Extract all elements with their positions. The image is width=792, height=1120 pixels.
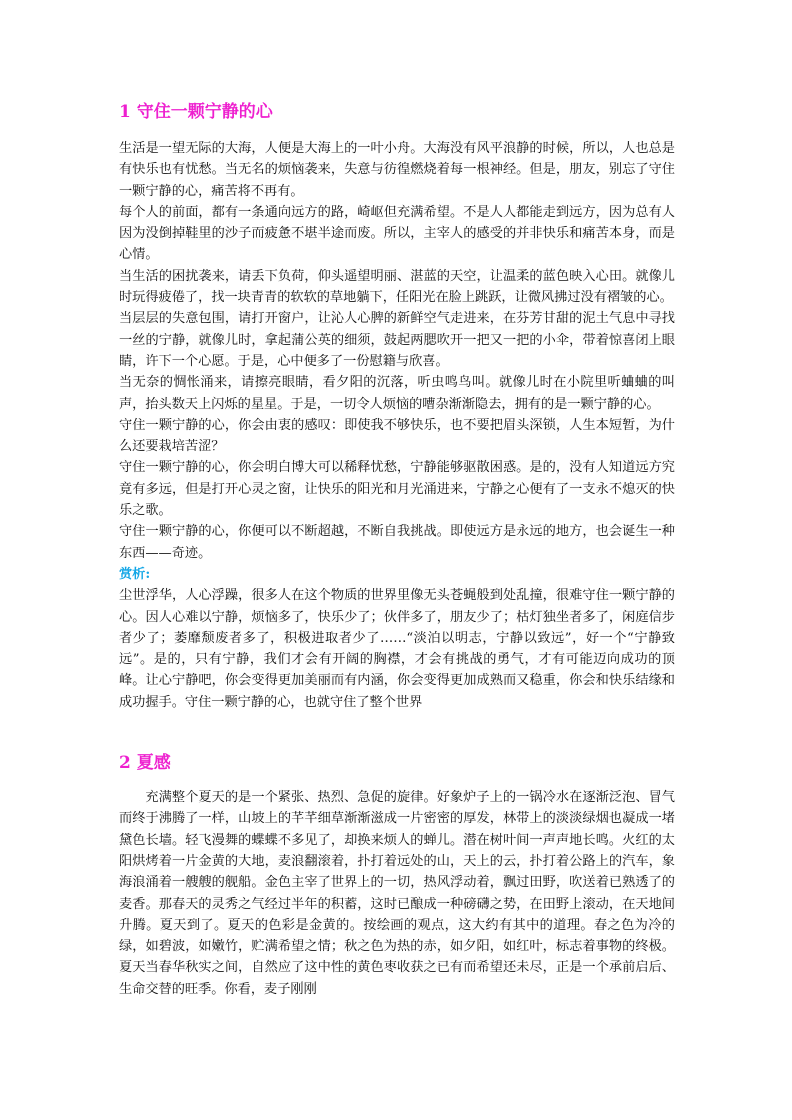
paragraph: 守住一颗宁静的心，你便可以不断超越，不断自我挑战。即使远方是永远的地方，也会诞生一种东西——奇迹。 xyxy=(119,524,675,561)
section-2-title: 2 夏感 xyxy=(119,753,171,774)
document-page xyxy=(119,100,675,1000)
paragraph: 生活是一望无际的大海，人便是大海上的一叶小舟。大海没有风平浪静的时候，所以，人也总是有快乐也有忧愁。当无名的烦恼袭来，失意与彷徨燃烧着每一根神经。但是，朋友，别忘了守住一颗宁静的心，痛苦将不再有。 xyxy=(119,141,675,199)
appreciation-label: 赏析: xyxy=(119,566,151,582)
paragraph: 守住一颗宁静的心，你会由衷的感叹：即使我不够快乐，也不要把眉头深锁，人生本短暂，为什么还要栽培苦涩？ xyxy=(119,417,675,455)
paragraph: 当层层的失意包围，请打开窗户，让沁人心脾的新鲜空气走进来，在芬芳甘甜的泥土气息中寻找一丝的宁静，就像儿时，拿起蒲公英的细须，鼓起两腮吹开一把又一把的小伞，带着惊喜闭上眼睛，许下一个心愿。于是，心中便多了一份慰籍与欣喜。 xyxy=(119,311,675,369)
appreciation-text: 尘世浮华，人心浮躁，很多人在这个物质的世界里像无头苍蝇般到处乱撞，很难守住一颗宁静的心。因人心难以宁静，烦恼多了，快乐少了；伙伴多了，朋友少了；枯灯独坐者多了，闲庭信步者少了；萎靡颓废者多了，积极进取者少了……“淡泊以明志，宁静以致远”，好一个“宁静致远”。是的，只有宁静，我们才会有开阔的胸襟，才会有挑战的勇气，才有可能迈向成功的顶峰。让心宁静吧，你会变得更加美丽而有内涵，你会变得更加成熟而又稳重，你会和快乐结缘和成功握手。守住一颗宁静的心，也就守住了整个世界 xyxy=(119,588,675,710)
paragraph: 每个人的前面，都有一条通向远方的路，崎岖但充满希望。不是人人都能走到远方，因为总有人因为没倒掉鞋里的沙子而疲惫不堪半途而废。所以，主宰人的感受的并非快乐和痛苦本身，而是心情。 xyxy=(119,204,675,263)
paragraph: 充满整个夏天的是一个紧张、热烈、急促的旋律。好象炉子上的一锅冷水在逐渐泛泡、冒气而终于沸腾了一样，山坡上的芊芊细草渐渐滋成一片密密的厚发，林带上的淡淡绿烟也凝成一堵黛色长墙。轻飞漫舞的蝶蝶不多见了，却换来烦人的蝉儿。潜在树叶间一声声地长鸣。火红的太阳烘烤着一片金黄的大地，麦浪翻滚着，扑打着远处的山，天上的云，扑打着公路上的汽车，象海浪涌着一艘艘的舰船。金色主宰了世界上的一切，热风浮动着，飘过田野，吹送着已熟透了的麦香。那春天的灵秀之气经过半年的积蓄，这时已酿成一种磅礴之势，在田野上滚动，在天地间升腾。夏天到了。夏天的色彩是金黄的。按绘画的观点，这大约有其中的道理。春之色为冷的绿，如碧波，如嫩竹，贮满希望之情；秋之色为热的赤，如夕阳，如红叶，标志着事物的终极。夏天当春华秋实之间，自然应了这中性的黄色枣收获之已有而希望还未尽，正是一个承前启后、生命交替的旺季。你看，麦子刚刚 xyxy=(119,790,675,997)
paragraph: 守住一颗宁静的心，你会明白博大可以稀释忧愁，宁静能够驱散困惑。是的，没有人知道远方究竟有多远，但是打开心灵之窗，让快乐的阳光和月光涌进来，宁静之心便有了一支永不熄灭的快乐之歌。 xyxy=(119,460,675,519)
paragraph: 当无奈的惆怅涌来，请擦亮眼睛，看夕阳的沉落，听虫鸣鸟叫。就像儿时在小院里听蛐蛐的叫声，抬头数天上闪烁的星星。于是，一切令人烦恼的嘈杂渐渐隐去，拥有的是一颗宁静的心。 xyxy=(119,375,675,412)
section-1-title: 1 守住一颗宁静的心 xyxy=(119,102,273,122)
paragraph: 当生活的困扰袭来，请丢下负荷，仰头遥望明丽、湛蓝的天空，让温柔的蓝色映入心田。就像儿时玩得疲倦了，找一块青青的软软的草地躺下，任阳光在脸上跳跃，让微风拂过没有褶皱的心。 xyxy=(119,268,675,306)
